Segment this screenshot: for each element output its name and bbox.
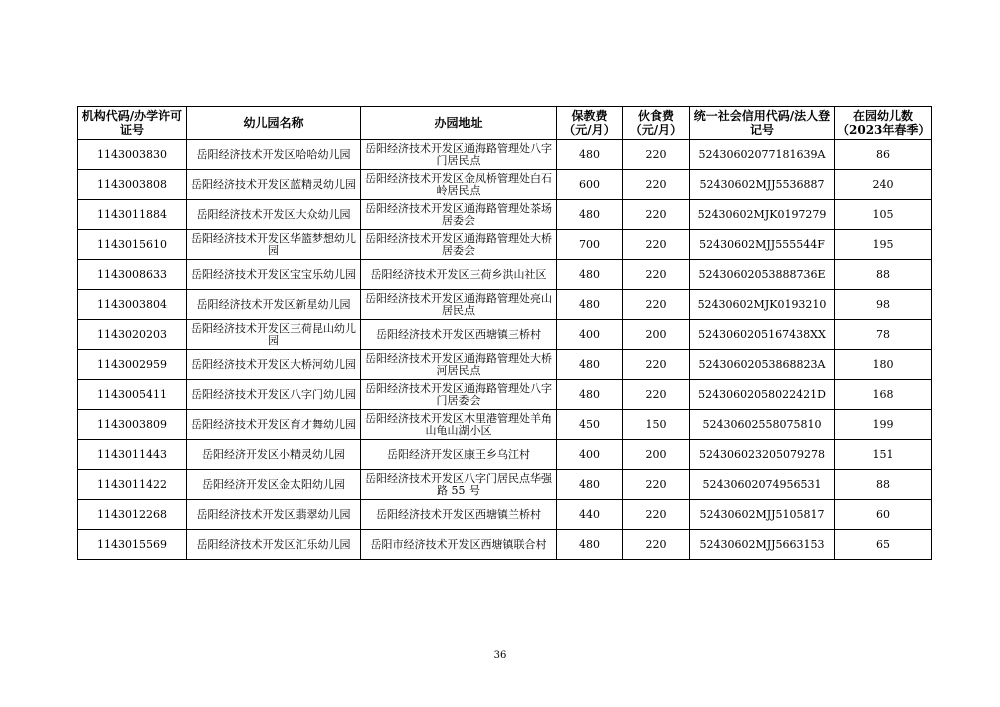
- cell-tuition-fee: 400: [557, 320, 623, 350]
- cell-enrollment: 240: [835, 170, 932, 200]
- table-row: [78, 200, 932, 230]
- cell-kindergarten-name: 岳阳经济技术开发区哈哈幼儿园: [187, 140, 361, 170]
- table-row: [78, 170, 932, 200]
- kindergarten-table: [77, 106, 932, 560]
- table-row: [78, 470, 932, 500]
- cell-address: 岳阳经济技术开发区通海路管理处八字门居委会: [361, 380, 557, 410]
- cell-credit-code: 52430602MJK0197279: [690, 200, 835, 230]
- cell-enrollment: 180: [835, 350, 932, 380]
- cell-tuition-fee: 480: [557, 470, 623, 500]
- cell-enrollment: 88: [835, 470, 932, 500]
- cell-kindergarten-name: 岳阳经济技术开发区蓝精灵幼儿园: [187, 170, 361, 200]
- cell-kindergarten-name: 岳阳经济开发区小精灵幼儿园: [187, 440, 361, 470]
- table-row: [78, 530, 932, 560]
- cell-tuition-fee: 600: [557, 170, 623, 200]
- cell-institution-code: 1143003809: [78, 410, 187, 440]
- cell-meal-fee: 220: [623, 260, 690, 290]
- cell-credit-code: 52430602MJJ5536887: [690, 170, 835, 200]
- cell-meal-fee: 220: [623, 140, 690, 170]
- header-institution-code: 机构代码/办学许可证号: [78, 107, 187, 140]
- cell-address: 岳阳经济技术开发区西塘镇三桥村: [361, 320, 557, 350]
- page-number: 36: [493, 650, 507, 661]
- cell-institution-code: 1143008633: [78, 260, 187, 290]
- cell-address: 岳阳市经济技术开发区西塘镇联合村: [361, 530, 557, 560]
- cell-meal-fee: 220: [623, 380, 690, 410]
- table-row: [78, 380, 932, 410]
- cell-credit-code: 52430602053868823A: [690, 350, 835, 380]
- cell-enrollment: 88: [835, 260, 932, 290]
- cell-institution-code: 1143011884: [78, 200, 187, 230]
- table-row: [78, 140, 932, 170]
- cell-kindergarten-name: 岳阳经济技术开发区汇乐幼儿园: [187, 530, 361, 560]
- cell-institution-code: 1143003804: [78, 290, 187, 320]
- header-meal-fee: 伙食费（元/月）: [623, 107, 690, 140]
- cell-meal-fee: 150: [623, 410, 690, 440]
- cell-enrollment: 168: [835, 380, 932, 410]
- cell-institution-code: 1143012268: [78, 500, 187, 530]
- cell-address: 岳阳经济技术开发区通海路管理处八字门居民点: [361, 140, 557, 170]
- cell-institution-code: 1143003808: [78, 170, 187, 200]
- cell-meal-fee: 220: [623, 290, 690, 320]
- cell-address: 岳阳经济技术开发区通海路管理处大桥河居民点: [361, 350, 557, 380]
- table-row: [78, 260, 932, 290]
- table-row: [78, 350, 932, 380]
- cell-address: 岳阳经济技术开发区通海路管理处茶场居委会: [361, 200, 557, 230]
- cell-meal-fee: 200: [623, 320, 690, 350]
- table-body: [78, 140, 932, 560]
- cell-credit-code: 52430602053888736E: [690, 260, 835, 290]
- cell-tuition-fee: 450: [557, 410, 623, 440]
- cell-credit-code: 524306023205079278: [690, 440, 835, 470]
- header-enrollment: 在园幼儿数（2023年春季）: [835, 107, 932, 140]
- table-row: [78, 230, 932, 260]
- cell-credit-code: 52430602058022421D: [690, 380, 835, 410]
- cell-kindergarten-name: 岳阳经济技术开发区育才舞幼儿园: [187, 410, 361, 440]
- table-header-row: [78, 107, 932, 140]
- cell-credit-code: 52430602MJJ555544F: [690, 230, 835, 260]
- table-row: [78, 410, 932, 440]
- cell-kindergarten-name: 岳阳经济技术开发区大桥河幼儿园: [187, 350, 361, 380]
- cell-tuition-fee: 480: [557, 260, 623, 290]
- cell-credit-code: 52430602MJJ5663153: [690, 530, 835, 560]
- cell-tuition-fee: 400: [557, 440, 623, 470]
- cell-meal-fee: 220: [623, 500, 690, 530]
- cell-credit-code: 52430602074956531: [690, 470, 835, 500]
- table-row: [78, 290, 932, 320]
- cell-enrollment: 199: [835, 410, 932, 440]
- cell-tuition-fee: 480: [557, 530, 623, 560]
- cell-address: 岳阳经济开发区康王乡乌江村: [361, 440, 557, 470]
- cell-address: 岳阳经济技术开发区八字门居民点华强路 55 号: [361, 470, 557, 500]
- cell-tuition-fee: 480: [557, 380, 623, 410]
- header-address: 办园地址: [361, 107, 557, 140]
- table-row: [78, 500, 932, 530]
- header-credit-code: 统一社会信用代码/法人登记号: [690, 107, 835, 140]
- cell-tuition-fee: 480: [557, 350, 623, 380]
- table-row: [78, 320, 932, 350]
- cell-tuition-fee: 480: [557, 140, 623, 170]
- cell-address: 岳阳经济技术开发区木里港管理处羊角山龟山湖小区: [361, 410, 557, 440]
- cell-credit-code: 52430602558075810: [690, 410, 835, 440]
- cell-institution-code: 1143015569: [78, 530, 187, 560]
- cell-enrollment: 195: [835, 230, 932, 260]
- cell-institution-code: 1143020203: [78, 320, 187, 350]
- cell-enrollment: 65: [835, 530, 932, 560]
- cell-meal-fee: 220: [623, 170, 690, 200]
- cell-tuition-fee: 480: [557, 290, 623, 320]
- cell-kindergarten-name: 岳阳经济技术开发区翡翠幼儿园: [187, 500, 361, 530]
- cell-enrollment: 60: [835, 500, 932, 530]
- cell-kindergarten-name: 岳阳经济技术开发区新星幼儿园: [187, 290, 361, 320]
- cell-kindergarten-name: 岳阳经济技术开发区三荷昆山幼儿园: [187, 320, 361, 350]
- cell-kindergarten-name: 岳阳经济开发区金太阳幼儿园: [187, 470, 361, 500]
- cell-tuition-fee: 440: [557, 500, 623, 530]
- cell-kindergarten-name: 岳阳经济技术开发区宝宝乐幼儿园: [187, 260, 361, 290]
- cell-institution-code: 1143003830: [78, 140, 187, 170]
- cell-address: 岳阳经济技术开发区西塘镇兰桥村: [361, 500, 557, 530]
- cell-meal-fee: 200: [623, 440, 690, 470]
- cell-enrollment: 105: [835, 200, 932, 230]
- cell-kindergarten-name: 岳阳经济技术开发区八字门幼儿园: [187, 380, 361, 410]
- cell-enrollment: 151: [835, 440, 932, 470]
- cell-credit-code: 52430602MJJ5105817: [690, 500, 835, 530]
- cell-address: 岳阳经济技术开发区通海路管理处大桥居委会: [361, 230, 557, 260]
- cell-institution-code: 1143015610: [78, 230, 187, 260]
- table-row: [78, 440, 932, 470]
- cell-meal-fee: 220: [623, 470, 690, 500]
- cell-meal-fee: 220: [623, 230, 690, 260]
- cell-tuition-fee: 480: [557, 200, 623, 230]
- cell-institution-code: 1143011422: [78, 470, 187, 500]
- cell-address: 岳阳经济技术开发区三荷乡洪山社区: [361, 260, 557, 290]
- header-kindergarten-name: 幼儿园名称: [187, 107, 361, 140]
- cell-kindergarten-name: 岳阳经济技术开发区华篮梦想幼儿园: [187, 230, 361, 260]
- cell-credit-code: 5243060205167438XX: [690, 320, 835, 350]
- header-tuition-fee: 保教费（元/月）: [557, 107, 623, 140]
- cell-enrollment: 86: [835, 140, 932, 170]
- cell-enrollment: 98: [835, 290, 932, 320]
- cell-credit-code: 52430602077181639A: [690, 140, 835, 170]
- cell-institution-code: 1143002959: [78, 350, 187, 380]
- cell-meal-fee: 220: [623, 350, 690, 380]
- cell-meal-fee: 220: [623, 200, 690, 230]
- cell-credit-code: 52430602MJK0193210: [690, 290, 835, 320]
- cell-address: 岳阳经济技术开发区通海路管理处亮山居民点: [361, 290, 557, 320]
- cell-kindergarten-name: 岳阳经济技术开发区大众幼儿园: [187, 200, 361, 230]
- cell-address: 岳阳经济技术开发区金凤桥管理处白石岭居民点: [361, 170, 557, 200]
- cell-institution-code: 1143005411: [78, 380, 187, 410]
- cell-enrollment: 78: [835, 320, 932, 350]
- cell-meal-fee: 220: [623, 530, 690, 560]
- cell-institution-code: 1143011443: [78, 440, 187, 470]
- cell-tuition-fee: 700: [557, 230, 623, 260]
